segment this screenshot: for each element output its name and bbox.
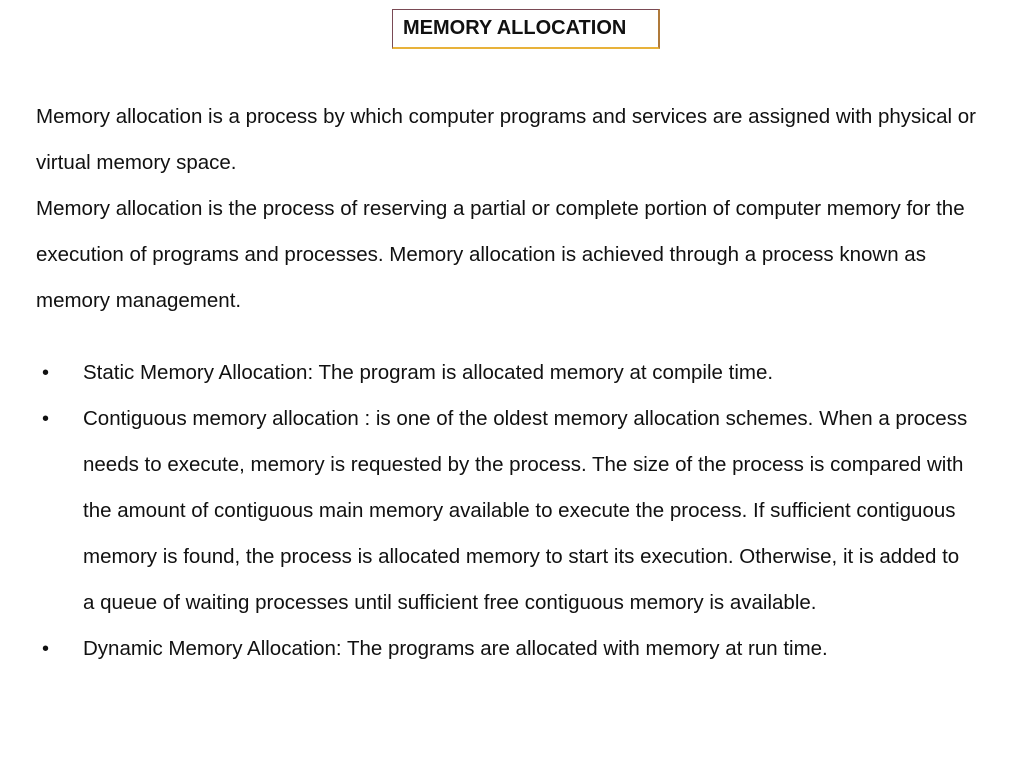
bullet-dot-icon: • [42, 362, 50, 384]
page-title: MEMORY ALLOCATION [403, 17, 627, 39]
intro-paragraph-2: Memory allocation is the process of reserving a partial or complete portion of computer memory for the execution of programs and processes. Memory allocation is achieved through a process known as memory management. [36, 197, 965, 312]
title-box [392, 9, 660, 49]
intro-paragraphs [36, 94, 976, 324]
bullet-text-static: Static Memory Allocation: The program is allocated memory at compile time. [83, 361, 774, 384]
intro-paragraph-1: Memory allocation is a process by which computer programs and services are assigned with physical or virtual memory space. [36, 105, 976, 174]
bullet-text-dynamic: Dynamic Memory Allocation: The programs are allocated with memory at run time. [83, 637, 828, 660]
bullet-item-static [36, 350, 976, 396]
bullet-list [36, 350, 976, 672]
bullet-text-contiguous: Contiguous memory allocation : is one of the oldest memory allocation schemes. When a process needs to execute, memory is requested by the process. The size of the process is compared with the amount of contiguous main memory available to execute the process. If sufficient contiguous memory is found, the process is allocated memory to start its execution. Otherwise, it is added to a queue of waiting processes until sufficient free contiguous memory is available. [83, 407, 968, 614]
bullet-item-contiguous [36, 396, 976, 626]
bullet-dot-icon: • [42, 408, 50, 430]
bullet-item-dynamic [36, 626, 976, 672]
bullet-dot-icon: • [42, 638, 50, 660]
